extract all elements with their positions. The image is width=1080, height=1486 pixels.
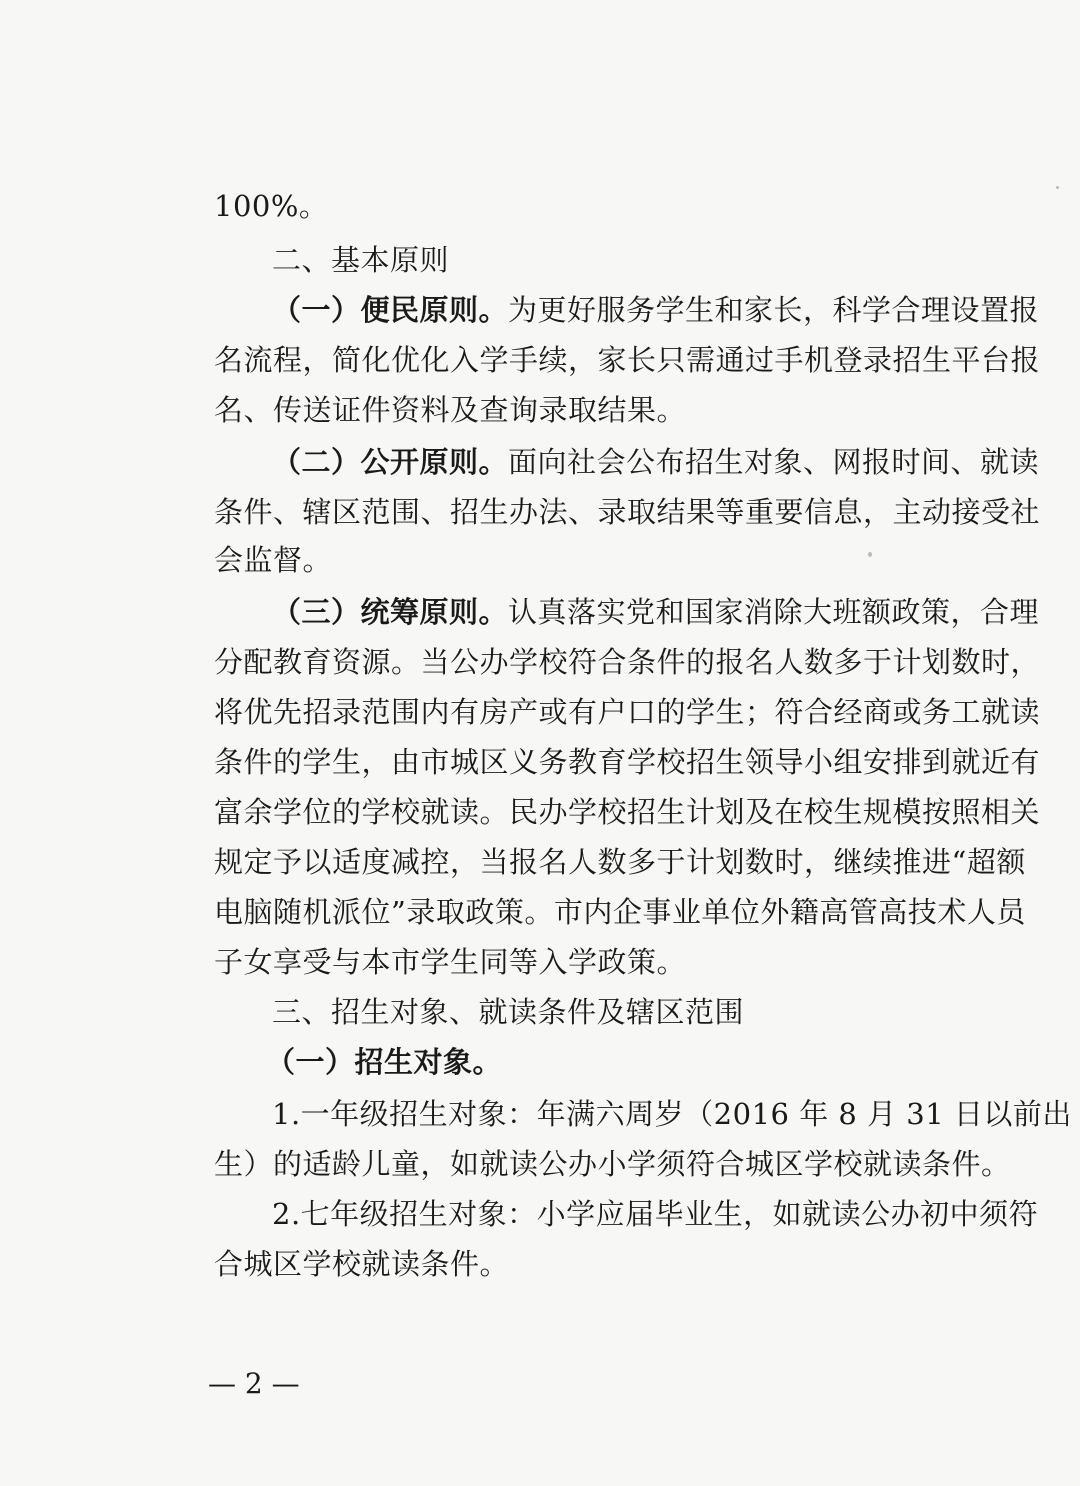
principle-convenience-label: （一）便民原则。 bbox=[272, 293, 509, 327]
principle-openness-line-1 bbox=[272, 440, 1040, 484]
principle-coordination-line-1 bbox=[272, 590, 1040, 634]
principle-coordination-line-6: 规定予以适度减控，当报名人数多于计划数时，继续推进“超额 bbox=[214, 845, 1026, 879]
principle-convenience-line-1 bbox=[272, 288, 1040, 332]
section-heading-enrollment: 三、招生对象、就读条件及辖区范围 bbox=[272, 995, 745, 1029]
paragraph-continuation-line: 100%。 bbox=[214, 189, 329, 223]
grade-seven-target-line-2: 合城区学校就读条件。 bbox=[214, 1247, 510, 1281]
principle-convenience-line-2: 名流程，简化优化入学手续，家长只需通过手机登录招生平台报 bbox=[214, 343, 1041, 377]
principle-coordination-line-4: 条件的学生，由市城区义务教育学校招生领导小组安排到就近有 bbox=[214, 745, 1041, 779]
principle-openness-line-2: 条件、辖区范围、招生办法、录取结果等重要信息，主动接受社 bbox=[214, 495, 1041, 529]
grade-one-target-line-1: 1.一年级招生对象：年满六周岁（2016 年 8 月 31 日以前出 bbox=[272, 1097, 1072, 1131]
scan-speck bbox=[868, 552, 872, 557]
page-number: — 2 — bbox=[208, 1367, 300, 1400]
grade-one-target-line-2: 生）的适龄儿童，如就读公办小学须符合城区学校就读条件。 bbox=[214, 1147, 1011, 1181]
principle-coordination-line-8: 子女享受与本市学生同等入学政策。 bbox=[214, 945, 687, 979]
principle-coordination-line-3: 将优先招录范围内有房产或有户口的学生；符合经商或务工就读 bbox=[214, 695, 1041, 729]
subsection-heading-enrollment-targets: （一）招生对象。 bbox=[266, 1045, 503, 1079]
principle-coordination-line-7: 电脑随机派位”录取政策。市内企事业单位外籍高管高技术人员 bbox=[214, 895, 1026, 929]
grade-seven-target-line-1: 2.七年级招生对象：小学应届毕业生，如就读公办初中须符 bbox=[272, 1197, 1039, 1231]
scan-speck bbox=[1056, 186, 1059, 189]
principle-coordination-line-5: 富余学位的学校就读。民办学校招生计划及在校生规模按照相关 bbox=[214, 795, 1041, 829]
principle-convenience-line-3: 名、传送证件资料及查询录取结果。 bbox=[214, 393, 687, 427]
principle-coordination-line-2: 分配教育资源。当公办学校符合条件的报名人数多于计划数时， bbox=[214, 645, 1041, 679]
principle-openness-text: 面向社会公布招生对象、网报时间、就读 bbox=[508, 445, 1040, 479]
section-heading-basic-principles: 二、基本原则 bbox=[272, 243, 450, 277]
principle-openness-label: （二）公开原则。 bbox=[272, 445, 509, 479]
principle-coordination-text: 认真落实党和国家消除大班额政策，合理 bbox=[508, 595, 1040, 629]
principle-coordination-label: （三）统筹原则。 bbox=[272, 595, 509, 629]
principle-openness-line-3: 会监督。 bbox=[214, 543, 333, 577]
principle-convenience-text: 为更好服务学生和家长，科学合理设置报 bbox=[508, 293, 1040, 327]
